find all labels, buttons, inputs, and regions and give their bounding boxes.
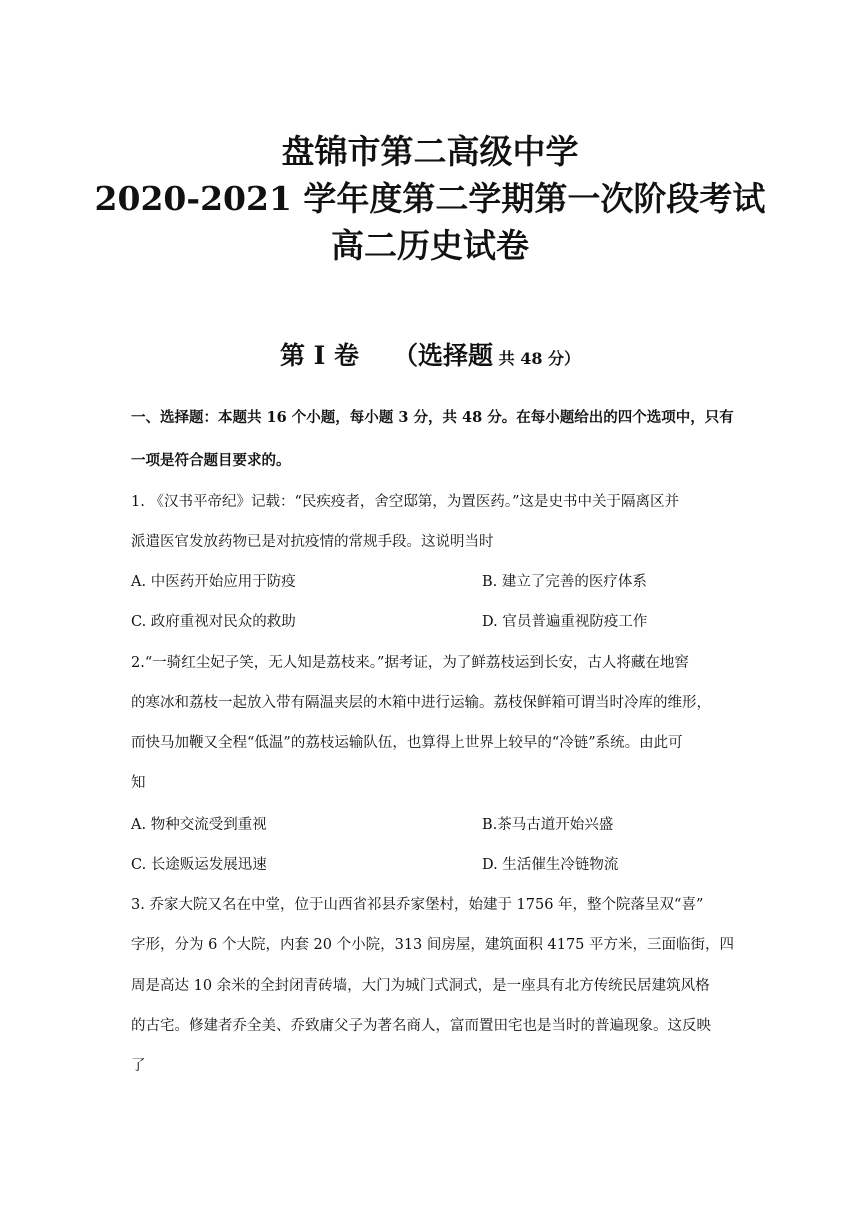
question-2-option-a: A. 物种交流受到重视 bbox=[131, 817, 267, 833]
question-1-line-2: 派遣医官发放药物已是对抗疫情的常规手段。这说明当时 bbox=[131, 534, 494, 550]
section-title: 第 I 卷 bbox=[279, 341, 360, 370]
question-1-option-d: D. 官员普遍重视防疫工作 bbox=[482, 614, 648, 630]
question-2-option-b: B.茶马古道开始兴盛 bbox=[482, 817, 614, 833]
section-heading bbox=[0, 336, 860, 372]
question-2-line-3: 而快马加鞭又全程“低温”的荔枝运输队伍，也算得上世界上较早的“冷链”系统。由此可 bbox=[131, 735, 683, 751]
question-2-option-d: D. 生活催生冷链物流 bbox=[482, 857, 619, 873]
school-name: 盘锦市第二高级中学 bbox=[281, 132, 579, 171]
question-2-option-c: C. 长途贩运发展迅速 bbox=[131, 857, 267, 873]
question-3-line-3: 周是高达 10 余米的全封闭青砖墙，大门为城门式洞式，是一座具有北方传统民居建筑风格 bbox=[131, 978, 710, 994]
question-3-line-4: 的古宅。修建者乔全美、乔致庸父子为著名商人，富而置田宅也是当时的普遍现象。这反映 bbox=[131, 1018, 711, 1034]
question-1-option-c: C. 政府重视对民众的救助 bbox=[131, 614, 296, 630]
question-2-line-1: 2.“一骑红尘妃子笑，无人知是荔枝来。”据考证，为了鲜荔枝运到长安，古人将藏在地窖 bbox=[131, 655, 689, 671]
question-3-line-1: 3. 乔家大院又名在中堂，位于山西省祁县乔家堡村，始建于 1756 年，整个院落呈双“喜” bbox=[131, 897, 704, 913]
question-1-option-a: A. 中医药开始应用于防疫 bbox=[131, 574, 296, 590]
question-2-line-4: 知 bbox=[131, 775, 146, 791]
exam-term: 2020-2021 学年度第二学期第一次阶段考试 bbox=[94, 179, 766, 218]
question-2-line-2: 的寒冰和荔枝一起放入带有隔温夹层的木箱中进行运输。荔枝保鲜箱可谓当时冷库的维形， bbox=[131, 695, 711, 711]
question-3-line-5: 了 bbox=[131, 1058, 146, 1074]
section-score: 共 48 分） bbox=[498, 349, 581, 368]
exam-subject: 高二历史试卷 bbox=[331, 226, 529, 265]
question-1-option-b: B. 建立了完善的医疗体系 bbox=[482, 574, 647, 590]
exam-header bbox=[0, 128, 860, 269]
question-1-line-1: 1. 《汉书平帝纪》记载：“民疾疫者，舍空邸第，为置医药。”这是史书中关于隔离区并 bbox=[131, 494, 680, 510]
instructions-line-1: 一、选择题：本题共 16 个小题，每小题 3 分，共 48 分。在每小题给出的四个选项中，只有 bbox=[131, 409, 734, 426]
question-3-line-2: 字形，分为 6 个大院，内套 20 个小院，313 间房屋，建筑面积 4175 平方米，三面临街，四 bbox=[131, 937, 735, 953]
instructions-line-2: 一项是符合题目要求的。 bbox=[131, 452, 291, 469]
section-subtitle: （选择题 bbox=[393, 341, 494, 370]
